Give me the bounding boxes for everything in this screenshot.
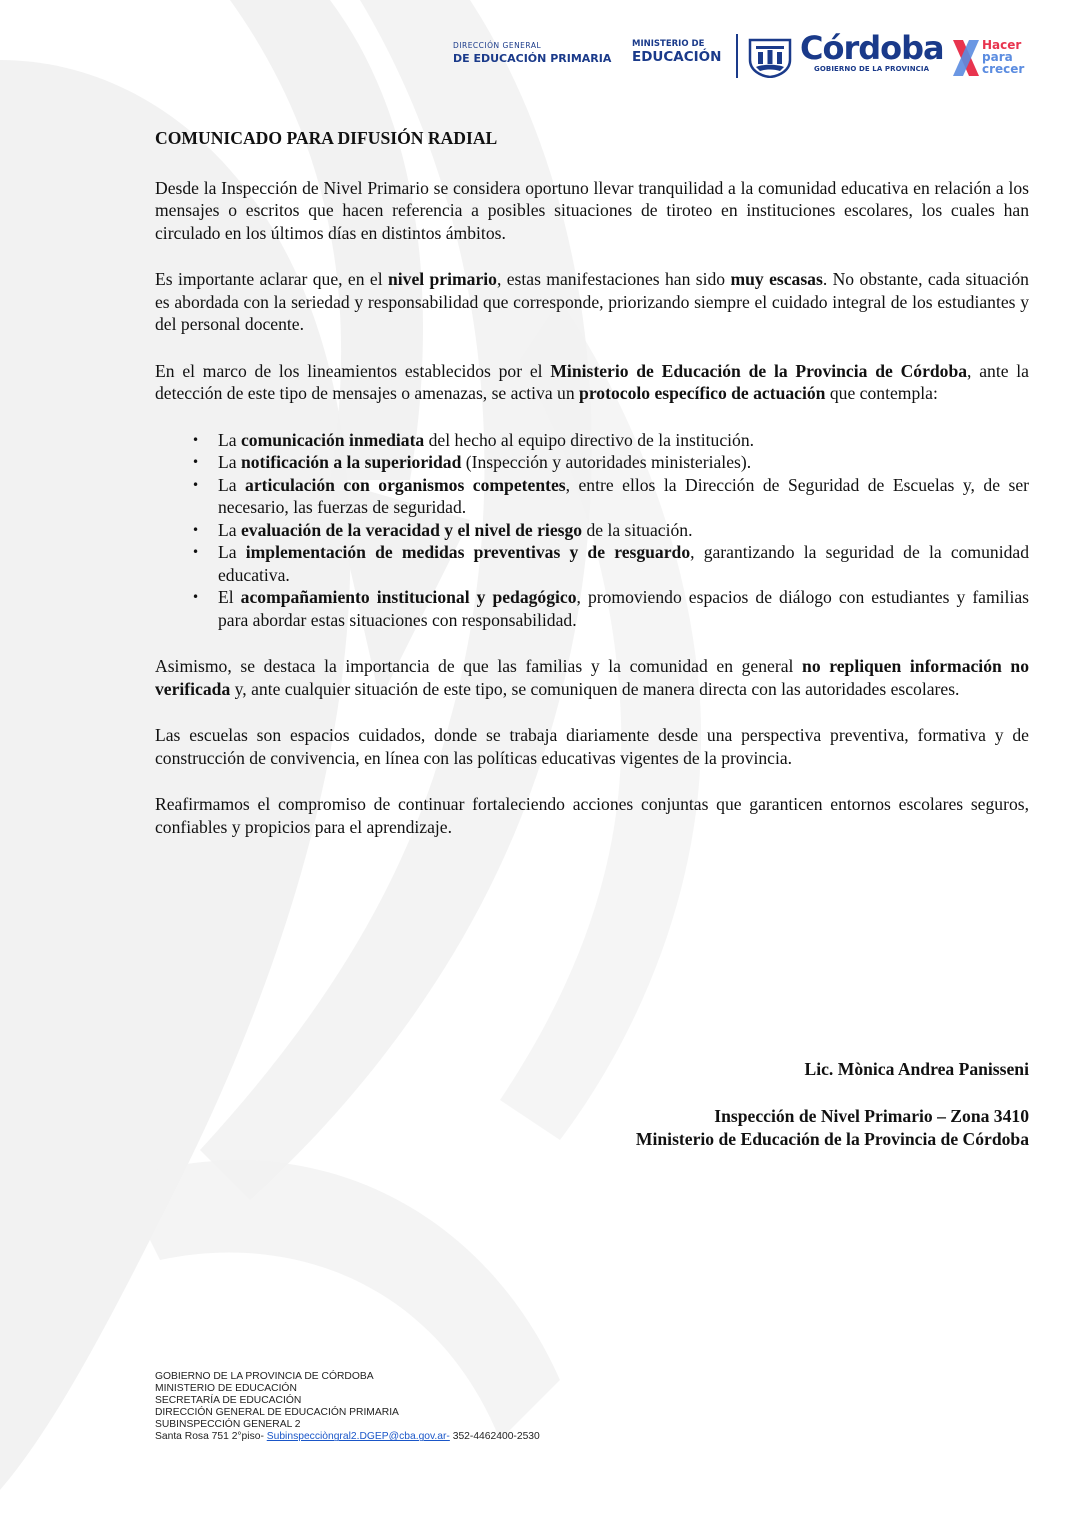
paragraph-protocolo: En el marco de los lineamientos establecidos por el Ministerio de Educación de la Provincia de Córdoba, ante la detección de este tipo de mensajes o amenazas, se activa un protocolo específico de actuación que contempla:	[155, 360, 1029, 403]
list-item: • La articulación con organismos competentes, entre ellos la Dirección de Seguridad de Escuelas y, de ser necesario, las fuerzas de seguridad.	[218, 474, 1029, 519]
slogan-word-3: crecer	[982, 62, 1025, 76]
paragraph-intro: Desde la Inspección de Nivel Primario se considera oportuno llevar tranquilidad a la comunidad educativa en relación a los mensajes o escritos que hacen referencia a posibles situaciones de tiroteo en instituciones escolares, los cuales han circulado en los últimos días en distintos ámbitos.	[155, 177, 1029, 243]
paragraph-asimismo: Asimismo, se destaca la importancia de que las familias y la comunidad en general no repliquen información no verificada y, ante cualquier situación de este tipo, se comuniquen de manera directa con las autoridades escolares.	[155, 656, 1029, 699]
dgep-logo	[453, 42, 611, 64]
footer-phone: 352-4462400-2530	[449, 1431, 540, 1443]
footer-line: MINISTERIO DE EDUCACIÓN	[155, 1383, 297, 1395]
list-item: • La evaluación de la veracidad y el nivel de riesgo de la situación.	[218, 519, 1029, 542]
hacer-para-crecer-logo	[982, 39, 1024, 75]
signature-block	[636, 1105, 1029, 1150]
ministerio-logo-line1: MINISTERIO DE	[632, 39, 705, 49]
footer-email-link[interactable]: Subinspecciòngral2.DGEP@cba.gov.ar-	[266, 1431, 450, 1443]
footer-line: GOBIERNO DE LA PROVINCIA DE CÓRDOBA	[155, 1371, 374, 1382]
footer-address: Santa Rosa 751 2°piso-	[155, 1431, 267, 1443]
dgep-logo-line2: DE EDUCACIÓN PRIMARIA	[453, 51, 612, 65]
cordoba-logo	[800, 31, 944, 73]
paragraph-escuelas: Las escuelas son espacios cuidados, donde se trabaja diariamente desde una perspectiva preventiva, formativa y de construcción de convivencia, en línea con las políticas educativas vigentes de la provincia.	[155, 725, 1029, 768]
footer-line: SUBINSPECCIÓN GENERAL 2	[155, 1419, 301, 1431]
signature-role: Inspección de Nivel Primario – Zona 3410	[714, 1106, 1029, 1126]
cordoba-seal-icon	[746, 36, 794, 78]
list-item: • La comunicación inmediata del hecho al equipo directivo de la institución.	[218, 429, 1029, 452]
list-item: • El acompañamiento institucional y pedagógico, promoviendo espacios de diálogo con estudiantes y familias para abordar estas situaciones con responsabilidad.	[218, 586, 1029, 631]
slogan-word-2: para	[982, 50, 1013, 64]
document-body	[155, 127, 1029, 862]
cordoba-logo-word: Córdoba	[800, 29, 944, 67]
ministerio-logo-line2: EDUCACIÓN	[632, 48, 722, 65]
list-item: • La implementación de medidas preventivas y de resguardo, garantizando la seguridad de la comunidad educativa.	[218, 541, 1029, 586]
cordoba-logo-sub: GOBIERNO DE LA PROVINCIA	[814, 65, 930, 73]
logo-separator	[736, 34, 738, 78]
letterhead	[0, 0, 1080, 90]
signature-name: Lic. Mònica Andrea Panisseni	[804, 1059, 1029, 1079]
footer-contact	[155, 1431, 540, 1443]
paragraph-reafirmamos: Reafirmamos el compromiso de continuar fortaleciendo acciones conjuntas que garanticen entornos escolares seguros, confiables y propicios para el aprendizaje.	[155, 794, 1029, 837]
footer-line: SECRETARÍA DE EDUCACIÓN	[155, 1395, 302, 1407]
hacer-x-icon	[951, 38, 981, 78]
protocol-list	[155, 429, 1029, 632]
paragraph-nivel-primario: Es importante aclarar que, en el nivel primario, estas manifestaciones han sido muy escasas. No obstante, cada situación es abordada con la seriedad y responsabilidad que corresponde, priorizando siempre el cuidado integral de los estudiantes y del personal docente.	[155, 269, 1029, 334]
list-item: • La notificación a la superioridad (Inspección y autoridades ministeriales).	[218, 451, 1029, 474]
ministerio-logo	[632, 40, 721, 64]
signature-org: Ministerio de Educación de la Provincia de Córdoba	[635, 1128, 1029, 1149]
document-title: COMUNICADO PARA DIFUSIÓN RADIAL	[155, 128, 498, 148]
slogan-word-1: Hacer	[982, 38, 1022, 52]
dgep-logo-line1: DIRECCIÓN GENERAL	[453, 41, 542, 50]
footer-line: DIRECCIÓN GENERAL DE EDUCACIÓN PRIMARIA	[155, 1407, 399, 1419]
footer	[155, 1371, 540, 1444]
